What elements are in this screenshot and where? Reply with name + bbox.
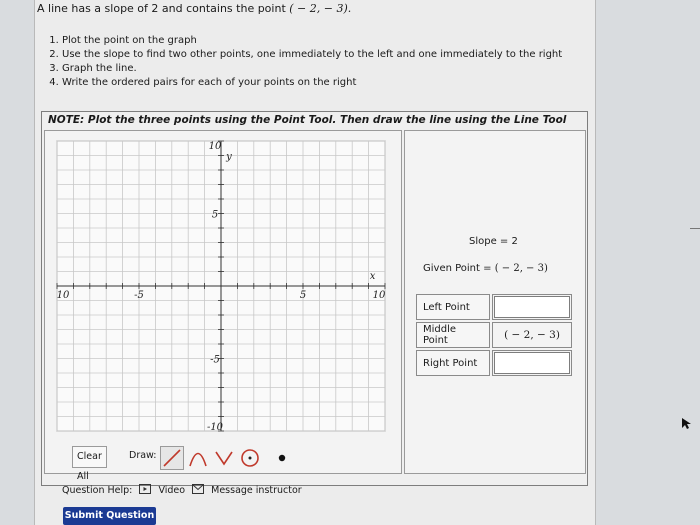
right-point-input[interactable]: [494, 352, 570, 374]
step-item: 3. Graph the line.: [62, 62, 602, 76]
note-text: NOTE: Plot the three points using the Point Tool. Then draw the line using the Line Tool: [48, 114, 567, 126]
x-tick-label-10: 10: [372, 290, 386, 301]
table-row: [416, 294, 572, 320]
y-axis-label: y: [226, 151, 232, 163]
y-tick-label-neg10: -10: [206, 422, 224, 433]
right-point-label: Right Point: [416, 350, 490, 376]
x-tick-label-neg5: -5: [134, 290, 144, 301]
left-point-input[interactable]: [494, 296, 570, 318]
middle-point-label: Middle Point: [416, 322, 490, 348]
x-tick-label-5: 5: [299, 290, 307, 301]
page-edge-mark: [690, 228, 700, 229]
table-row: [416, 322, 572, 348]
points-table: [414, 292, 574, 378]
given-point-label: Given Point =: [423, 263, 492, 274]
video-icon: [139, 484, 151, 497]
step-item: 1. Plot the point on the graph: [62, 34, 602, 48]
point-tool-icon[interactable]: [270, 446, 294, 470]
left-point-label: Left Point: [416, 294, 490, 320]
y-tick-label-10: 10: [208, 141, 222, 152]
graph-area[interactable]: [44, 130, 402, 474]
middle-point-cell: [492, 322, 572, 348]
instructions-list: [40, 34, 602, 90]
step-item: 4. Write the ordered pairs for each of your points on the right: [62, 76, 602, 90]
question-prefix: A line has a slope of 2 and contains the point: [37, 2, 286, 15]
absolute-value-tool-icon[interactable]: [212, 446, 236, 470]
mouse-cursor-icon: [682, 415, 692, 434]
message-instructor-link[interactable]: Message instructor: [211, 485, 302, 496]
middle-point-value: ( − 2, − 3): [504, 329, 560, 341]
table-row: [416, 350, 572, 376]
question-text: [37, 2, 351, 15]
step-item: 2. Use the slope to find two other points, one immediately to the left and one immediately to the right: [62, 48, 602, 62]
x-axis-label: x: [369, 271, 376, 282]
clear-all-button[interactable]: Clear All: [72, 446, 107, 468]
given-point-value: ( − 2, − 3): [494, 263, 548, 274]
video-link[interactable]: Video: [158, 485, 186, 496]
right-point-cell: [492, 350, 572, 376]
coordinate-grid[interactable]: [45, 131, 401, 473]
line-tool-icon[interactable]: [160, 446, 184, 470]
given-point: [423, 263, 548, 274]
y-tick-label-neg5: -5: [210, 354, 220, 366]
parabola-tool-icon[interactable]: [186, 446, 210, 470]
question-help: [62, 484, 306, 497]
help-label: Question Help:: [62, 485, 133, 496]
question-point: ( − 2, − 3).: [289, 2, 352, 15]
x-tick-label-neg10: 10: [56, 290, 70, 301]
submit-question-button[interactable]: Submit Question: [63, 507, 156, 525]
draw-label: Draw:: [129, 450, 157, 461]
left-point-cell: [492, 294, 572, 320]
y-tick-label-5: 5: [211, 209, 219, 221]
mail-icon: [192, 484, 204, 497]
circle-tool-icon[interactable]: [238, 446, 262, 470]
slope-label: Slope = 2: [469, 236, 518, 247]
